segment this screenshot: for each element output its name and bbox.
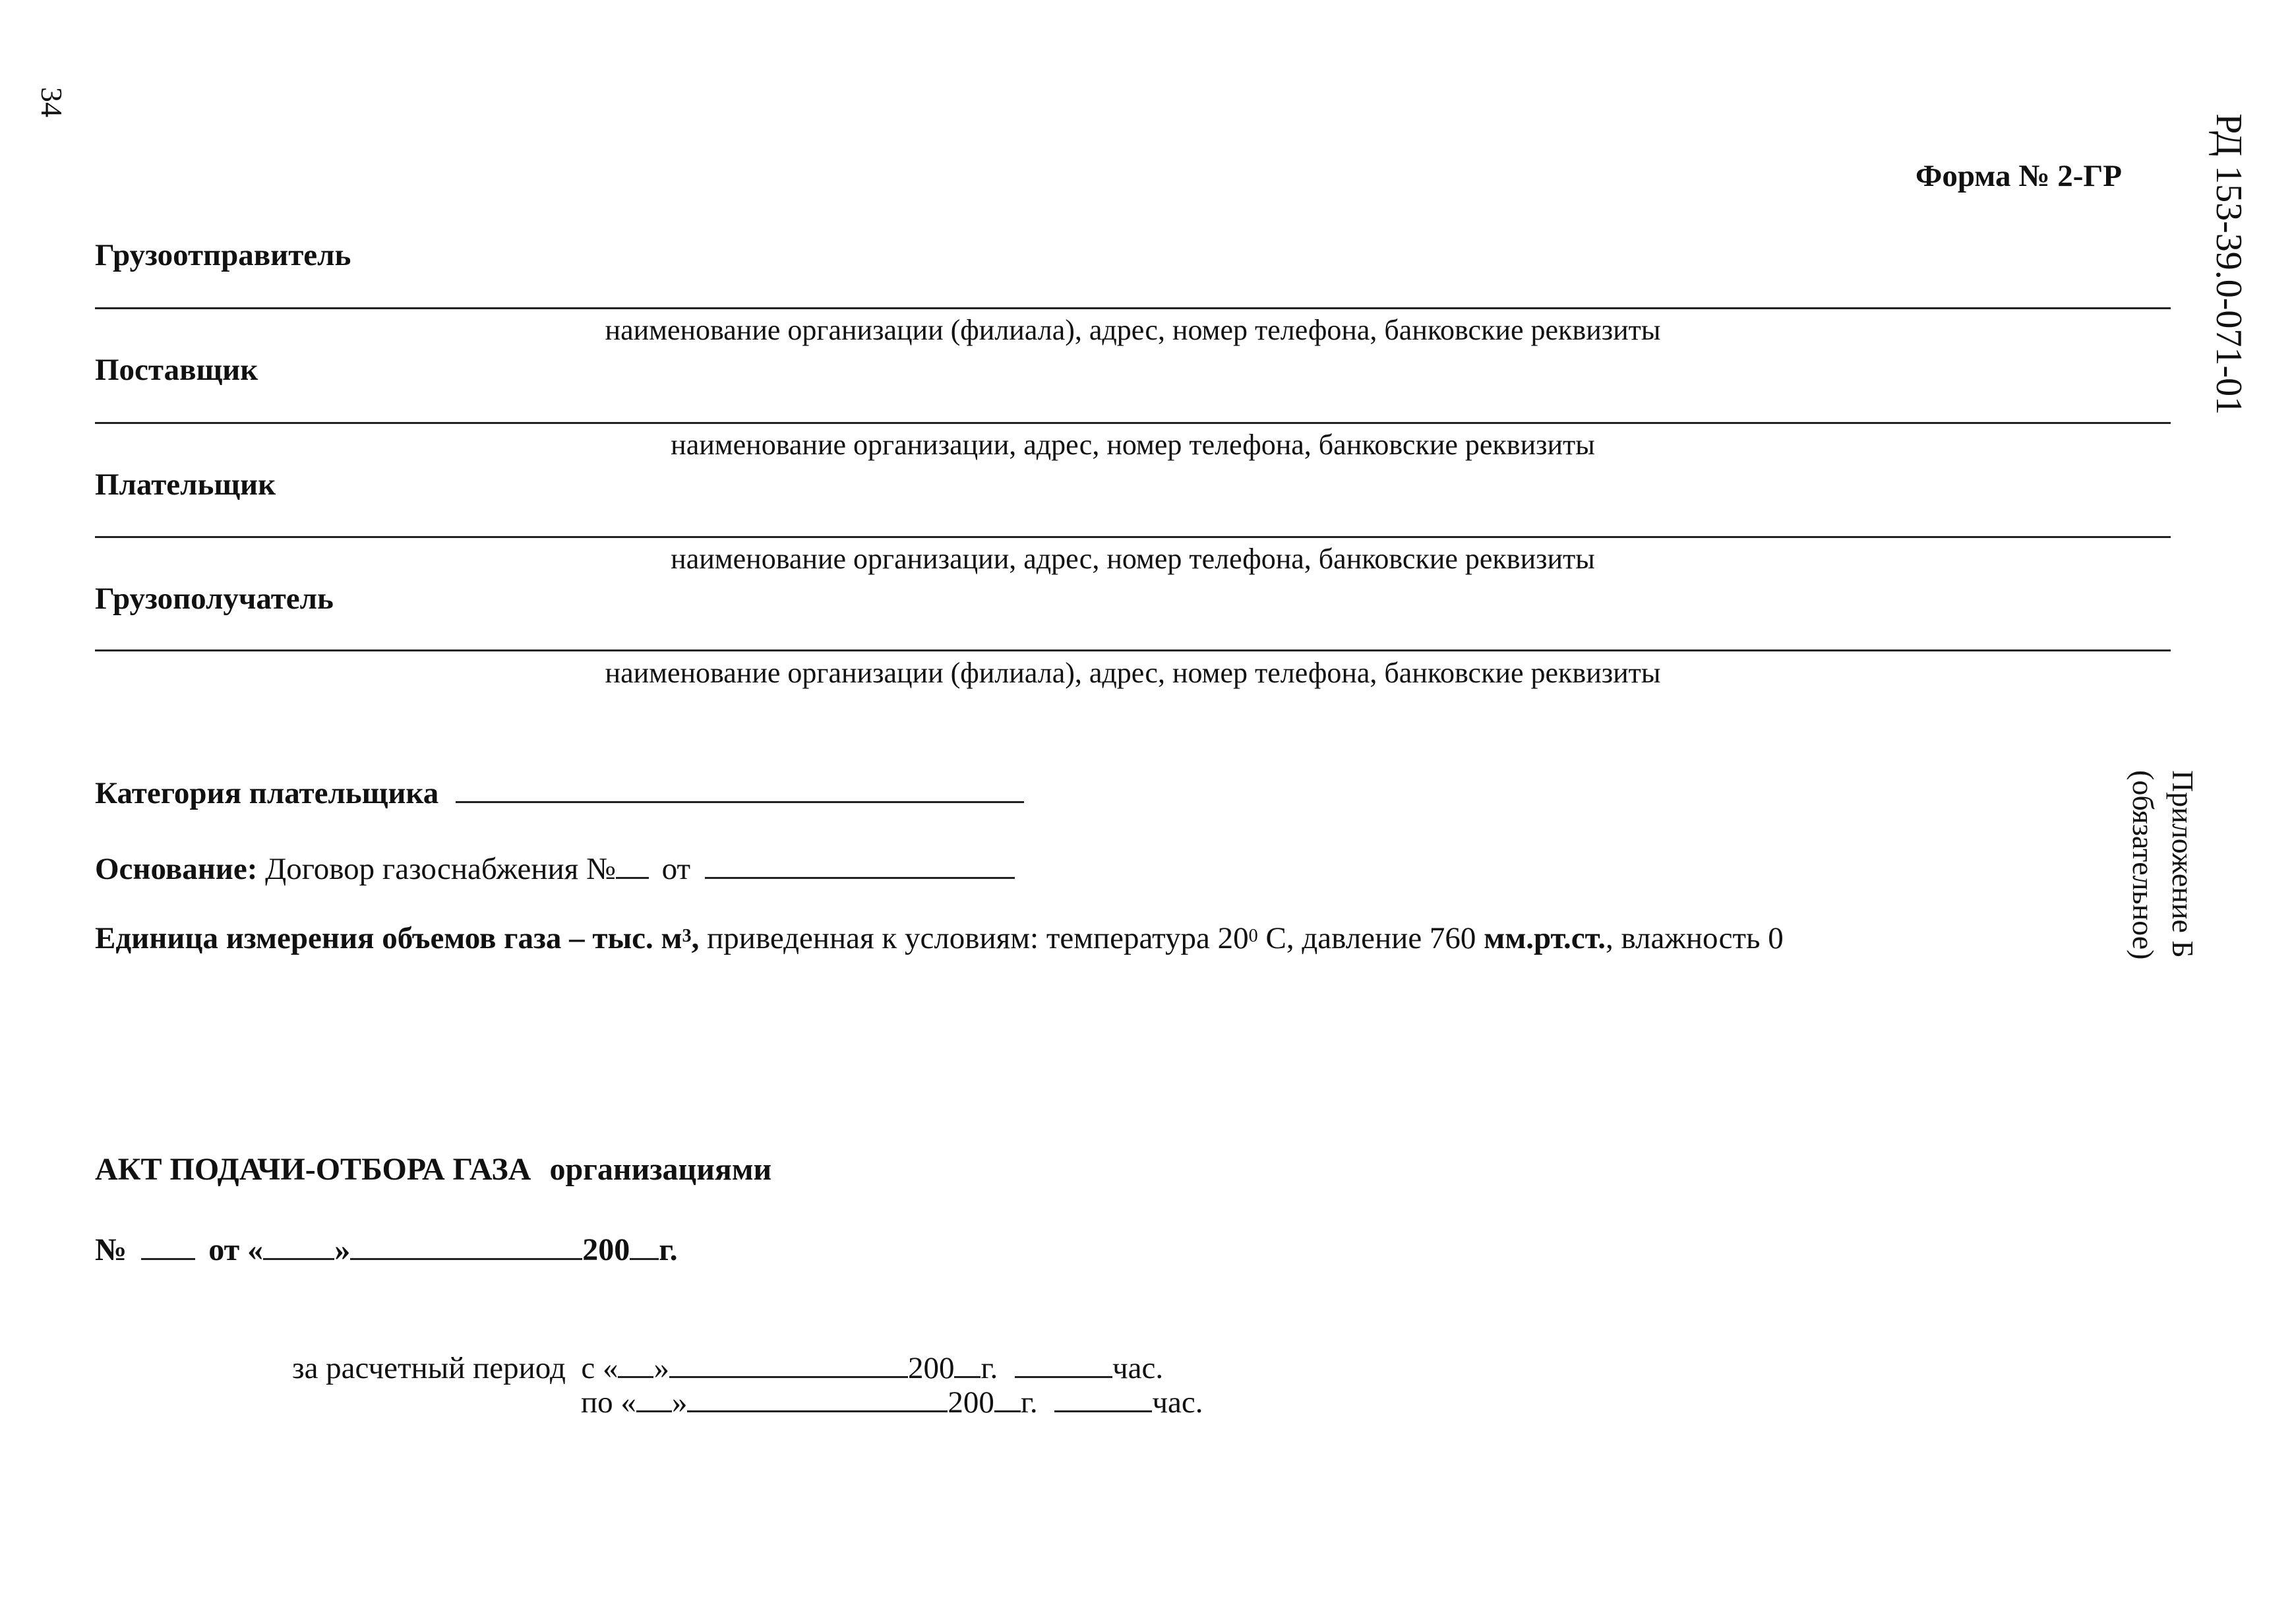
supplier-label: Поставщик [95,353,258,387]
shipper-label: Грузоотправитель [95,238,351,272]
contract-number-field[interactable] [616,846,649,879]
payer-line [95,536,2171,538]
act-year-prefix: 200 [582,1232,630,1267]
appendix-status: (обязательное) [2127,770,2160,960]
act-title-main: АКТ ПОДАЧИ-ОТБОРА ГАЗА [95,1152,531,1187]
payer-label: Плательщик [95,467,276,502]
period-start-hour-field[interactable] [1015,1345,1112,1378]
contract-date-field[interactable] [705,846,1015,879]
basis-from-text: от [661,852,691,886]
period-start-month-field[interactable] [669,1345,908,1378]
form-number: Форма № 2-ГР [1916,159,2122,193]
act-title-suffix: организациями [549,1152,772,1187]
period-end-year-field[interactable] [994,1379,1021,1412]
shipper-line [95,307,2171,309]
period-start-prefix: за расчетный период с « [292,1351,619,1385]
appendix-title: Приложение Б [2166,770,2200,958]
act-title [95,1151,771,1188]
act-number-field[interactable] [141,1226,195,1260]
period-start-row: за расчетный период с « » 200 г. час. [292,1345,1163,1386]
act-number-row [95,1226,678,1268]
document-code: РД 153-39.0-071-01 [2208,113,2249,415]
consignee-line [95,649,2171,651]
payer-category-label: Категория плательщика [95,776,439,810]
period-end-row: по « » 200 г. час. [581,1379,1203,1420]
payer-category-field[interactable] [456,770,1024,803]
period-start-day-field[interactable] [618,1345,653,1378]
act-year-suffix: г. [659,1232,678,1267]
act-from-text: от « [208,1232,264,1267]
basis-row [95,846,1015,887]
page-number: 34 [35,87,69,117]
basis-label: Основание: [95,852,258,886]
supplier-line [95,422,2171,424]
shipper-caption: наименование организации (филиала), адрес, номер телефона, банковские реквизиты [605,314,1661,346]
act-day-field[interactable] [263,1226,334,1260]
act-close-quote: » [334,1232,351,1267]
payer-caption: наименование организации, адрес, номер телефона, банковские реквизиты [671,543,1595,575]
period-end-day-field[interactable] [636,1379,672,1412]
period-end-hour-field[interactable] [1054,1379,1152,1412]
unit-conditions: приведенная к условиям: температура $20^0$ С, давление 760 мм.рт.ст., влажность 0 [699,921,1784,955]
period-end-prefix: по « [581,1385,636,1420]
period-start-year-field[interactable] [954,1345,981,1378]
act-month-field[interactable] [350,1226,582,1260]
act-number-sign: № [95,1232,127,1267]
basis-contract-text: Договор газоснабжения № [265,852,616,886]
period-end-month-field[interactable] [687,1379,948,1412]
consignee-caption: наименование организации (филиала), адрес, номер телефона, банковские реквизиты [605,657,1661,689]
gas-unit-line [95,920,1784,956]
appendix-note [2123,770,2202,960]
payer-category-row [95,770,1024,811]
supplier-caption: наименование организации, адрес, номер телефона, банковские реквизиты [671,429,1595,461]
unit-label: Единица измерения объемов газа – тыс. $м^3$, [95,921,700,955]
act-year-field[interactable] [630,1226,659,1260]
consignee-label: Грузополучатель [95,582,334,616]
